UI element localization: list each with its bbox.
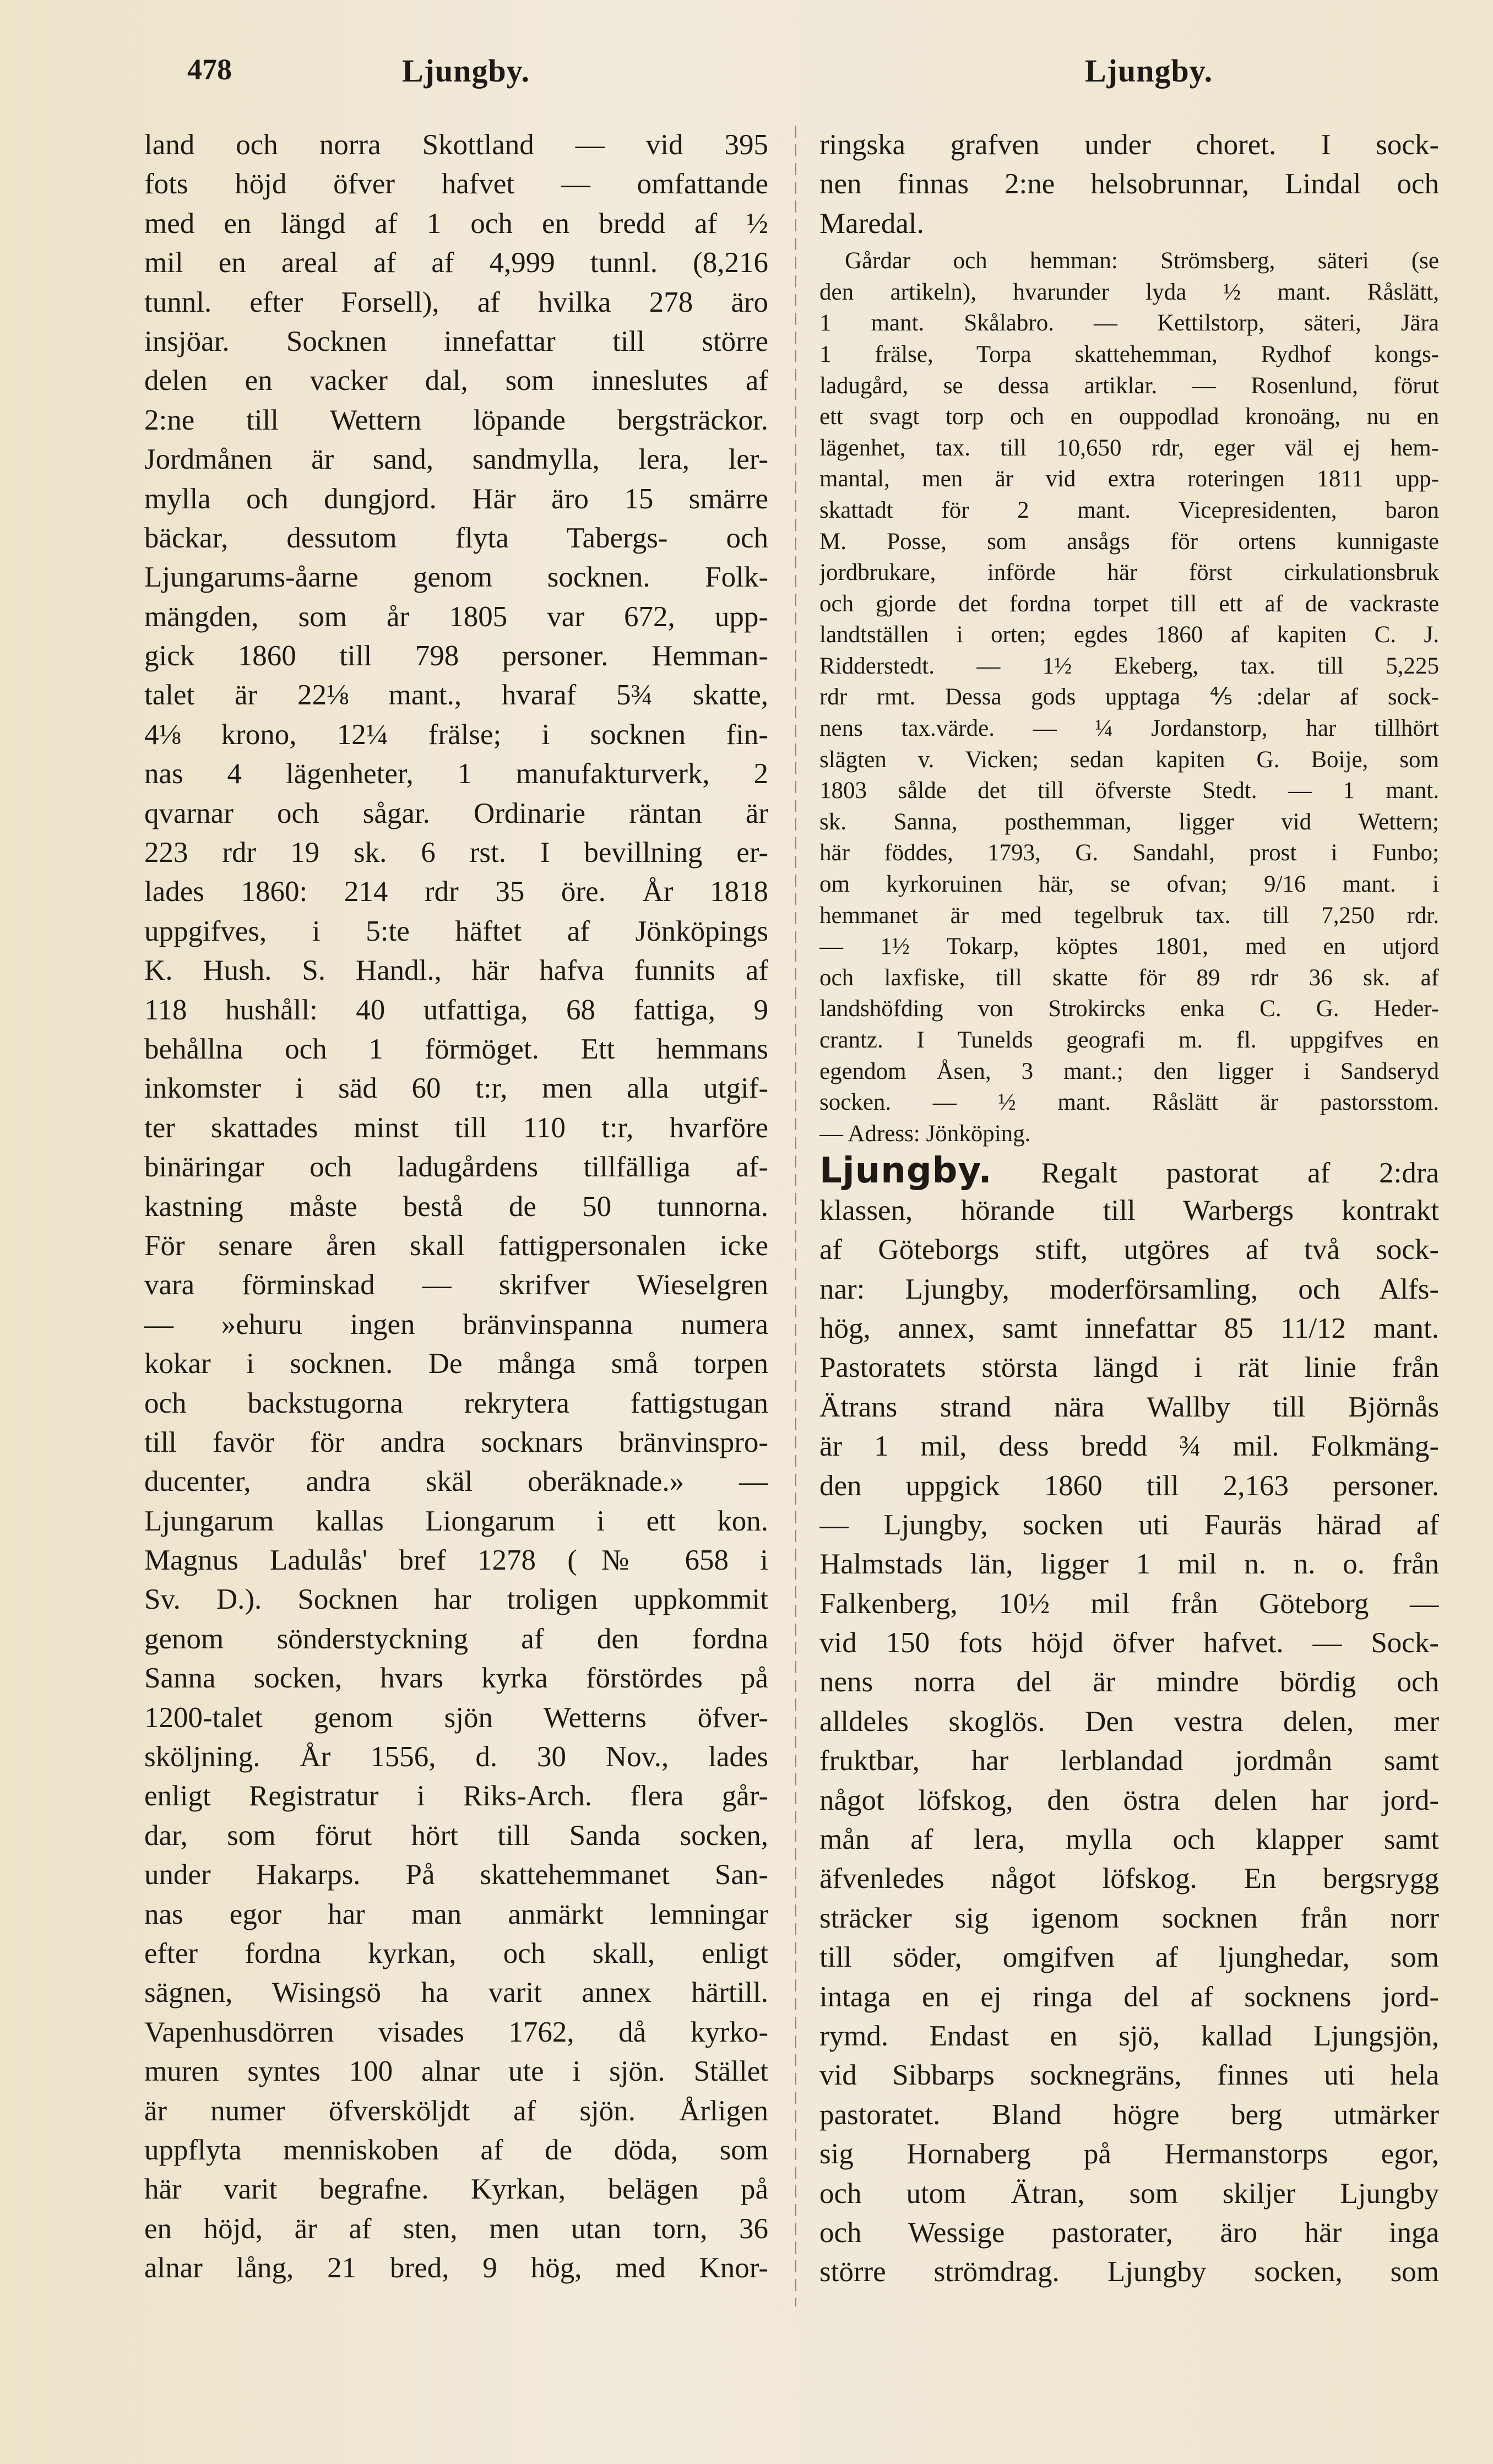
text-line: ter skattades minst till 110 t:r, hvarföre [144, 1111, 768, 1144]
text-line: Jordmånen är sand, sandmylla, lera, ler- [144, 443, 768, 476]
text-line: För senare åren skall fattigpersonalen icke [144, 1229, 768, 1262]
text-line: 223 rdr 19 sk. 6 rst. I bevillning er- [144, 837, 768, 869]
text-line: hemmanet är med tegelbruk tax. till 7,250 rdr. [819, 902, 1439, 929]
text-line: lägenhet, tax. till 10,650 rdr, eger väl ej hem- [819, 435, 1439, 461]
text-line: rdr rmt. Dessa gods upptaga ⅘:delar af sock- [819, 684, 1439, 710]
text-line: 1 frälse, Torpa skattehemman, Rydhof kongs- [819, 341, 1439, 367]
text-line: ducenter, andra skäl oberäknade.» — [144, 1466, 768, 1498]
text-line: inkomster i säd 60 t:r, men alla utgif- [144, 1072, 768, 1105]
text-line: sträcker sig igenom socknen från norr [819, 1902, 1439, 1934]
text-line: vid 150 fots höjd öfver hafvet. — Sock- [819, 1627, 1439, 1659]
ljungby-entry [819, 1152, 1439, 2292]
text-line: här varit begrafne. Kyrkan, belägen på [144, 2173, 768, 2206]
text-line: pastoratet. Bland högre berg utmärker [819, 2098, 1439, 2131]
text-line: Sv. D.). Socknen har troligen uppkommit [144, 1583, 768, 1616]
text-line: något löfskog, den östra delen har jord- [819, 1784, 1439, 1816]
text-line: Pastoratets största längd i rät linie från [819, 1352, 1439, 1384]
column-divider [795, 126, 796, 2306]
text-line: om kyrkoruinen här, se ofvan; 9/16 mant. i [819, 871, 1439, 898]
text-line: — Adress: Jönköping. [819, 1120, 1031, 1147]
text-line: qvarnar och sågar. Ordinarie räntan är [144, 797, 768, 829]
text-line: Gårdar och hemman: Strömsberg, säteri (se [845, 248, 1439, 274]
text-line: mylla och dungjord. Här äro 15 smärre [144, 482, 768, 515]
text-line: socken. — ½ mant. Råslätt är pastorsstom. [819, 1089, 1439, 1116]
estate-list-paragraph [819, 246, 1439, 1149]
text-line: är 1 mil, dess bredd ¾ mil. Folkmäng- [819, 1430, 1439, 1463]
text-line: nen finnas 2:ne helsobrunnar, Lindal och [819, 168, 1439, 200]
text-line: landtställen i orten; egdes 1860 af kapiten C. J. [819, 622, 1439, 648]
text-line: slägten v. Vicken; sedan kapiten G. Boije, som [819, 746, 1439, 773]
text-line: sig Hornaberg på Hermanstorps egor, [819, 2138, 1439, 2170]
text-line: uppgifves, i 5:te häftet af Jönköpings [144, 915, 768, 947]
text-line: Ridderstedt. — 1½ Ekeberg, tax. till 5,225 [819, 653, 1439, 679]
text-line: Maredal. [819, 207, 924, 240]
text-line: egendom Åsen, 3 mant.; den ligger i Sandseryd [819, 1058, 1439, 1084]
page-header [0, 52, 1493, 96]
text-line: Ätrans strand nära Wallby till Björnås [819, 1391, 1439, 1423]
text-line: efter fordna kyrkan, och skall, enligt [144, 1937, 768, 1969]
text-line: alnar lång, 21 bred, 9 hög, med Knor- [144, 2252, 768, 2284]
running-head-left: Ljungby. [402, 53, 530, 89]
text-line: kastning måste bestå de 50 tunnorna. [144, 1190, 768, 1223]
text-line: M. Posse, som ansågs för ortens kunnigaste [819, 528, 1439, 555]
text-line: 1803 sålde det till öfverste Stedt. — 1 mant. [819, 778, 1439, 804]
text-line: nas egor har man anmärkt lemningar [144, 1898, 768, 1930]
text-line: alldeles skoglös. Den vestra delen, mer [819, 1705, 1439, 1738]
text-line: — »ehuru ingen bränvinspanna numera [144, 1308, 768, 1340]
text-line: kokar i socknen. De många små torpen [144, 1348, 768, 1380]
text-line: större strömdrag. Ljungby socken, som [819, 2256, 1439, 2288]
text-line: 1 mant. Skålabro. — Kettilstorp, säteri, Jära [819, 310, 1439, 337]
text-line: Ljungarums-åarne genom socknen. Folk- [144, 561, 768, 594]
text-line: tunnl. efter Forsell), af hvilka 278 äro [144, 286, 768, 318]
text-line: fruktbar, har lerblandad jordmån samt [819, 1745, 1439, 1777]
text-line: här föddes, 1793, G. Sandahl, prost i Funbo; [819, 840, 1439, 866]
text-line: hög, annex, samt innefattar 85 11/12 mant. [819, 1312, 1439, 1344]
entry-first-line-text: Regalt pastorat af 2:dra [1041, 1157, 1439, 1190]
text-line: binäringar och ladugårdens tillfälliga af- [144, 1151, 768, 1184]
text-line: intaga en ej ringa del af socknens jord- [819, 1980, 1439, 2013]
text-line: och Wessige pastorater, äro här inga [819, 2216, 1439, 2249]
text-line: ladugård, se dessa artiklar. — Rosenlund, förut [819, 372, 1439, 399]
text-line: under Hakarps. På skattehemmanet San- [144, 1859, 768, 1891]
text-line: 1200-talet genom sjön Wetterns öfver- [144, 1701, 768, 1734]
text-line: enligt Registratur i Riks-Arch. flera går- [144, 1780, 768, 1812]
text-line: land och norra Skottland — vid 395 [144, 129, 768, 161]
text-line: Halmstads län, ligger 1 mil n. n. o. från [819, 1548, 1439, 1581]
text-line: af Göteborgs stift, utgöres af två sock- [819, 1234, 1439, 1266]
text-line: nens norra del är mindre bördig och [819, 1666, 1439, 1698]
text-line: Sanna socken, hvars kyrka förstördes på [144, 1662, 768, 1695]
text-line: vara förminskad — skrifver Wieselgren [144, 1269, 768, 1301]
entry-headword: Ljungby. [819, 1152, 992, 1191]
text-line: ett svagt torp och en ouppodlad kronoäng, nu en [819, 404, 1439, 430]
text-line: Falkenberg, 10½ mil från Göteborg — [819, 1587, 1439, 1620]
running-head-right: Ljungby. [1085, 53, 1213, 89]
text-line: äfvenledes något löfskog. En bergsrygg [819, 1863, 1439, 1895]
text-line: — 1½ Tokarp, köptes 1801, med en utjord [819, 934, 1439, 960]
text-line: till favör för andra socknars bränvinspro- [144, 1426, 768, 1458]
text-line: 4⅛ krono, 12¼ frälse; i socknen fin- [144, 718, 768, 751]
text-line: den uppgick 1860 till 2,163 personer. [819, 1469, 1439, 1502]
text-line: ringska grafven under choret. I sock- [819, 129, 1439, 161]
text-line: klassen, hörande till Warbergs kontrakt [819, 1194, 1439, 1226]
text-line: mängden, som år 1805 var 672, upp- [144, 600, 768, 633]
text-line: nens tax.värde. — ¼ Jordanstorp, har tillhört [819, 715, 1439, 742]
text-line: och gjorde det fordna torpet till ett af de vackraste [819, 590, 1439, 617]
text-line: bäckar, dessutom flyta Tabergs- och [144, 522, 768, 554]
page-number: 478 [187, 53, 232, 86]
text-line: K. Hush. S. Handl., här hafva funnits af [144, 954, 768, 987]
text-line: och laxfiske, till skatte för 89 rdr 36 sk. af [819, 964, 1439, 991]
text-line: sk. Sanna, posthemman, ligger vid Wettern; [819, 808, 1439, 835]
text-line: muren syntes 100 alnar ute i sjön. Stället [144, 2055, 768, 2088]
text-line: jordbrukare, införde här först cirkulationsbruk [819, 560, 1439, 586]
right-column [819, 126, 1439, 2292]
text-line: lades 1860: 214 rdr 35 öre. År 1818 [144, 876, 768, 908]
text-line: skattadt för 2 mant. Vicepresidenten, baron [819, 497, 1439, 523]
text-line: till söder, omgifven af ljunghedar, som [819, 1941, 1439, 1974]
text-line: insjöar. Socknen innefattar till större [144, 325, 768, 357]
text-line: är numer öfversköljdt af sjön. Årligen [144, 2094, 768, 2127]
text-line: Magnus Ladulås' bref 1278 (№ 658 i [144, 1544, 768, 1577]
text-line: nas 4 lägenheter, 1 manufakturverk, 2 [144, 758, 768, 790]
text-line: Vapenhusdörren visades 1762, då kyrko- [144, 2016, 768, 2048]
text-line: mantal, men är vid extra roteringen 1811 upp- [819, 466, 1439, 492]
text-line: 118 hushåll: 40 utfattiga, 68 fattiga, 9 [144, 994, 768, 1026]
text-line: uppflyta menniskoben af de döda, som [144, 2134, 768, 2166]
text-line: sägnen, Wisingsö ha varit annex härtill. [144, 1977, 768, 2009]
text-line: landshöfding von Strokircks enka C. G. Heder- [819, 996, 1439, 1022]
text-line: talet är 22⅛ mant., hvaraf 5¾ skatte, [144, 679, 768, 712]
text-line: den artikeln), hvarunder lyda ½ mant. Råslätt, [819, 279, 1439, 305]
text-line: Ljungarum kallas Liongarum i ett kon. [144, 1505, 768, 1537]
text-line: med en längd af 1 och en bredd af ½ [144, 207, 768, 240]
text-line: delen en vacker dal, som inneslutes af [144, 365, 768, 397]
text-line: gick 1860 till 798 personer. Hemman- [144, 640, 768, 672]
text-line: fots höjd öfver hafvet — omfattande [144, 168, 768, 200]
text-line: crantz. I Tunelds geografi m. fl. uppgifves en [819, 1027, 1439, 1054]
text-line: — Ljungby, socken uti Fauräs härad af [819, 1508, 1439, 1541]
right-column-continuation [819, 126, 1439, 243]
text-line: nar: Ljungby, moderförsamling, och Alfs- [819, 1273, 1439, 1305]
text-line: en höjd, är af sten, men utan torn, 36 [144, 2212, 768, 2245]
text-line: dar, som förut hört till Sanda socken, [144, 1819, 768, 1852]
entry-first-line [819, 1152, 1439, 1191]
text-line: sköljning. År 1556, d. 30 Nov., lades [144, 1741, 768, 1773]
left-column [144, 126, 768, 2288]
text-line: och utom Ätran, som skiljer Ljungby [819, 2177, 1439, 2210]
text-line: och backstugorna rekrytera fattigstugan [144, 1387, 768, 1419]
text-line: rymd. Endast en sjö, kallad Ljungsjön, [819, 2020, 1439, 2052]
text-line: genom sönderstyckning af den fordna [144, 1622, 768, 1655]
text-line: mil en areal af af 4,999 tunnl. (8,216 [144, 247, 768, 279]
text-line: behållna och 1 förmöget. Ett hemmans [144, 1033, 768, 1065]
text-line: 2:ne till Wettern löpande bergsträckor. [144, 404, 768, 436]
text-line: mån af lera, mylla och klapper samt [819, 1823, 1439, 1856]
text-line: vid Sibbarps socknegräns, finnes uti hela [819, 2059, 1439, 2092]
